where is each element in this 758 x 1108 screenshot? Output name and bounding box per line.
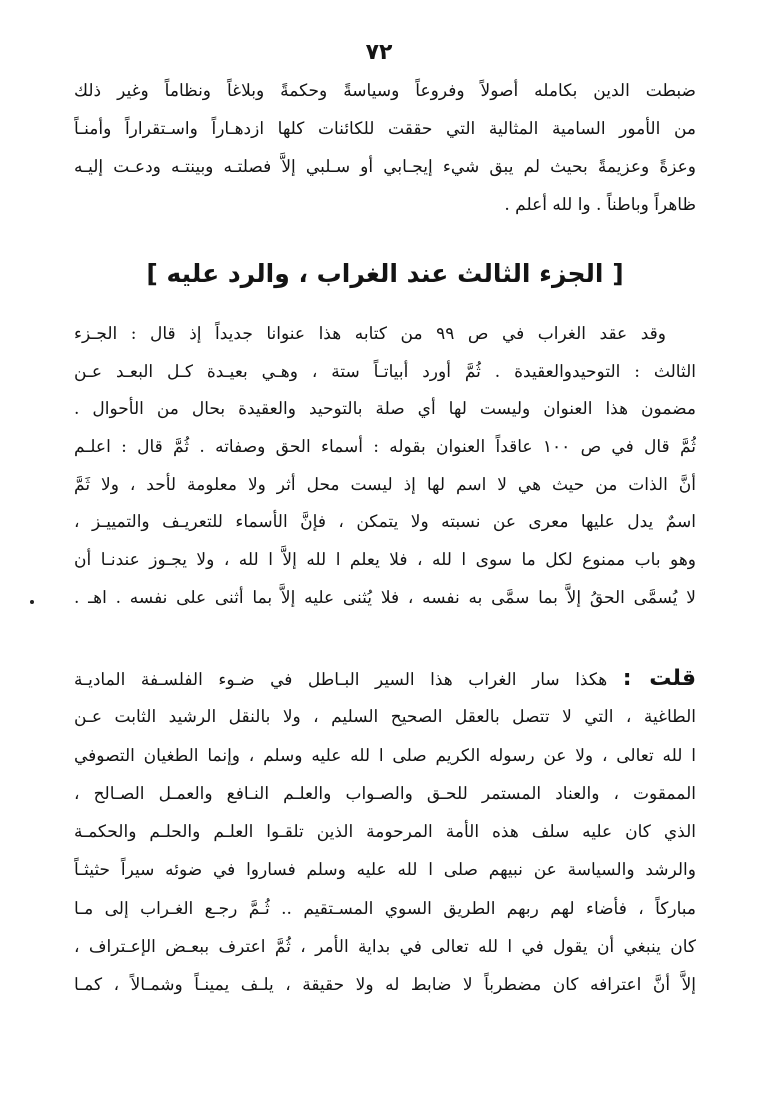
- section-heading: [ الجزء الثالث عند الغراب ، والرد عليه ]: [146, 259, 624, 288]
- text-line: وهو باب ممنوع لكل ما سوى ا لله ، فلا يعلم ا لله إلاَّ ا لله ، ولا يجـوز عندنـا أن: [74, 550, 696, 571]
- text-line: ظاهراً وباطناً . وا لله أعلم .: [504, 195, 696, 215]
- text-line: الذي كان عليه سلف هذه الأمة المرحومة الذين تلقـوا العلـم والحلـم والحكمـة: [74, 822, 696, 843]
- text-line: لا يُسمَّى الحقُ إلاَّ بما سمَّى به نفسه ، فلا يُثنى عليه إلاَّ بما أثنى على نفسه . اهـ .: [74, 587, 696, 608]
- text-line: كان ينبغي أن يقول في ا لله تعالى في بداية الأمر ، ثُمَّ اعترف ببعـض الإعـتراف ،: [74, 937, 696, 958]
- text-line-body: هكذا سار الغراب هذا السير البـاطل في ضـوء الفلسـفة الماديـة: [74, 670, 608, 690]
- text-line: من الأمور السامية المثالية التي حققت للكائنات كلها ازدهـاراً واسـتقراراً وأمنـاً: [74, 119, 696, 139]
- commentary-paragraph: [74, 660, 696, 1005]
- scan-speck: [30, 600, 34, 604]
- text-line: مباركاً ، فأضاء لهم ربهم الطريق السوي المسـتقيم .. ثُـمَّ رجـع الغـراب إلى مـا: [74, 898, 696, 919]
- text-line: [74, 660, 696, 698]
- text-line: وقد عقد الغراب في ص ٩٩ من كتابه هذا عنوانا جديداً إذ قال : الجـزء: [74, 324, 666, 344]
- text-line: الثالث : التوحيدوالعقيدة . ثُمَّ أورد أبياتـاً ستة ، وهـي بعيـدة كـل البعـد عـن: [74, 361, 696, 382]
- text-line: إلاَّ أنَّ اعترافه كان مضطرباً لا ضابط له ولا حقيقة ، يلـف يمينـاً وشمـالاً ، كمـا: [74, 975, 696, 996]
- text-line: الطاغية ، التي لا تتصل بالعقل الصحيح السليم ، ولا بالنقل الرشيد الثابت عـن: [74, 707, 696, 728]
- text-line: ضبطت الدين بكامله أصولاً وفروعاً وسياسةً وحكمةً وبلاغاً ونظاماً وغير ذلك: [74, 81, 696, 101]
- intro-paragraph: [74, 72, 696, 224]
- text-line: والرشد والسياسة عن نبيهم صلى ا لله عليه وسلم فساروا في ضوئه سيراً حثيثـاً: [74, 860, 696, 881]
- text-line: ثُمَّ قال في ص ١٠٠ عاقداً العنوان بقوله : أسماء الحق وصفاته . ثُمَّ قال : اعلـم: [74, 437, 696, 458]
- commentary-label: قلت :: [622, 666, 696, 691]
- text-line: أنَّ الذات من حيث هي لا اسم لها إذ ليست محل أثر ولا معلومة لأحد ، ولا ثَمَّ: [74, 474, 696, 495]
- page-number: ٧٢: [365, 40, 393, 65]
- text-line: ا لله تعالى ، ولا عن رسوله الكريم صلى ا لله عليه وسلم ، وإنما الطغيان التصوفي: [74, 745, 696, 766]
- text-line: مضمون هذا العنوان وليست لها أي صلة بالتوحيد والعقيدة بحال من الأحوال .: [74, 399, 696, 420]
- text-line: الممقوت ، والعناد المستمر للحـق والصـواب والعلـم النـافع والعمـل الصـالح ،: [74, 783, 696, 804]
- text-line: اسمٌ يدل عليها معرى عن نسبته ولا يتمكن ، فإنَّ الأسماء للتعريـف والتمييـز ،: [74, 512, 696, 533]
- quoted-paragraph: [74, 316, 696, 618]
- text-line: وعزةً وعزيمةً بحيث لم يبق شيء إيجـابي أو سـلبي إلاَّ فصلتـه وبينتـه ودعـت إليـه: [74, 157, 696, 177]
